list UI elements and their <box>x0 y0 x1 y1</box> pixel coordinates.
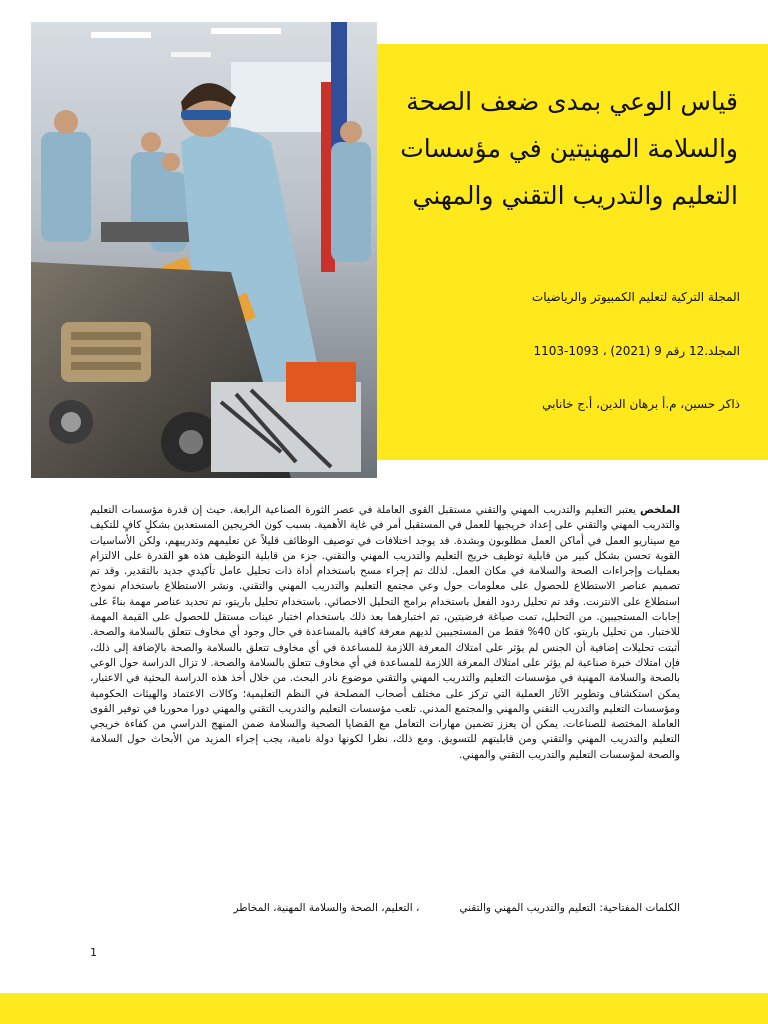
page-number: 1 <box>90 946 97 959</box>
abstract-label: الملخص <box>640 504 680 516</box>
volume-info: المجلد.12 رقم 9 (2021) ، 1093-1103 <box>533 344 740 358</box>
authors: ذاكر حسين، م.أ برهان الدين، أ.ج خانابي <box>542 397 740 411</box>
article-title: قياس الوعي بمدى ضعف الصحة والسلامة المهنيتين في مؤسسات التعليم والتدريب التقني والمهني <box>400 87 738 210</box>
footer-bar <box>0 993 768 1024</box>
journal-name: المجلة التركية لتعليم الكمبيوتر والرياضيات <box>531 290 740 304</box>
workshop-photo <box>31 22 377 478</box>
abstract <box>90 503 680 763</box>
keywords: الكلمات المفتاحية: التعليم والتدريب المهني والتقني ، التعليم، الصحة والسلامة المهنية، المخاطر <box>233 902 680 914</box>
abstract-text: يعتبر التعليم والتدريب المهني والتقني مستقبل القوى العاملة في عصر الثورة الصناعية الرابعة. حيث إن قدرة مؤسسات التعليم والتدريب المهني والتقني على إعداد خريجيها للعمل في المستقبل أمر في غاية الأهمية. بسبب كون الخريجين المستعدين بشكلٍ كافٍ للتكيف مع سيناريو العمل في أماكن العمل مطلوبون وبشدة. قد يوجد اختلافات في توصيف الوظائف قليلاً عن تعليمهم وتدريبهم، ولكن الأساسيات القوية تحسن بشكل كبير من قابلية توظيف خريج التعليم والتدريب المهني والتقني. جزء من قابلية التوظيف هذه هو القدرة على الالتزام بعمليات وإجراءات الصحة والسلامة في مكان العمل. لذلك تم إجراء مسح باستخدام أداة ذات تحليل عامل تأكيدي جديد بالتقدير. وقد تم تصميم عناصر الاستطلاع للحصول على معلومات حول وعي مجتمع التعليم والتدريب المهني والتقني. ونشر الاستطلاع باستخدام نموذج استطلاع على الانترنت. وقد تم تحليل ردود الفعل باستخدام برامج التحليل الاحصائي. باستخدام تحليل باريتو، تم تحديد عناصر مهمة بناءً على إجابات المستجيبين. من التحليل، تمت صياغة فرضيتين، تم اختبارهما بعد ذلك باستخدام اختبار عينات مستقل للحصول على القيمة المهمة للاختبار. من تحليل باريتو، كان 40% فقط من المستجيبين لديهم معرفة كافية بالمساعدة في حال وجود أي مخاوف تتعلق بالسلامة والصحة. أثبتت تحليلات إضافية أن الجنس لم يؤثر على امتلاك المعرفة اللازمة للمساعدة في أي مخاوف تتعلق بالسلامة والصحة بالإضافة إلى ذلك، فإن امتلاك خبرة صناعية لم يؤثر على امتلاك المعرفة اللازمة للمساعدة في أي مخاوف تتعلق بالسلامة والصحة. لا تزال الدراسة حول الوعي بالصحة والسلامة المهنية في مؤسسات التعليم والتدريب المهني والتقني موضوع نادر البحث. من خلال أخذ هذه الدراسة البحثية في الاعتبار، يمكن استكشاف وتطوير الآثار العملية التي تركز على مختلف أصحاب المصلحة في النظم التعليمية؛ وكالات الاعتماد والهيئات الحكومية ومؤسسات التعليم والتدريب التقني والمهني والمجتمع المدني. تلعب مؤسسات التعليم والتدريب التقني والمهني دورا محوريا في توفير القوى العاملة المختصة للصناعات. يمكن أن يعزز تضمين مهارات التعامل مع القضايا الصحية والسلامة ضمن المنهج الدراسي من كفاءة خريجي التعليم والتدريب المهني والتقني ومن قابليتهم للتسويق. ومع ذلك، نظرا لكونها دولة نامية، يجب إجراء المزيد من الأبحاث حول السلامة والصحة لمؤسسات التعليم والتدريب التقني والمهني. <box>90 504 681 761</box>
